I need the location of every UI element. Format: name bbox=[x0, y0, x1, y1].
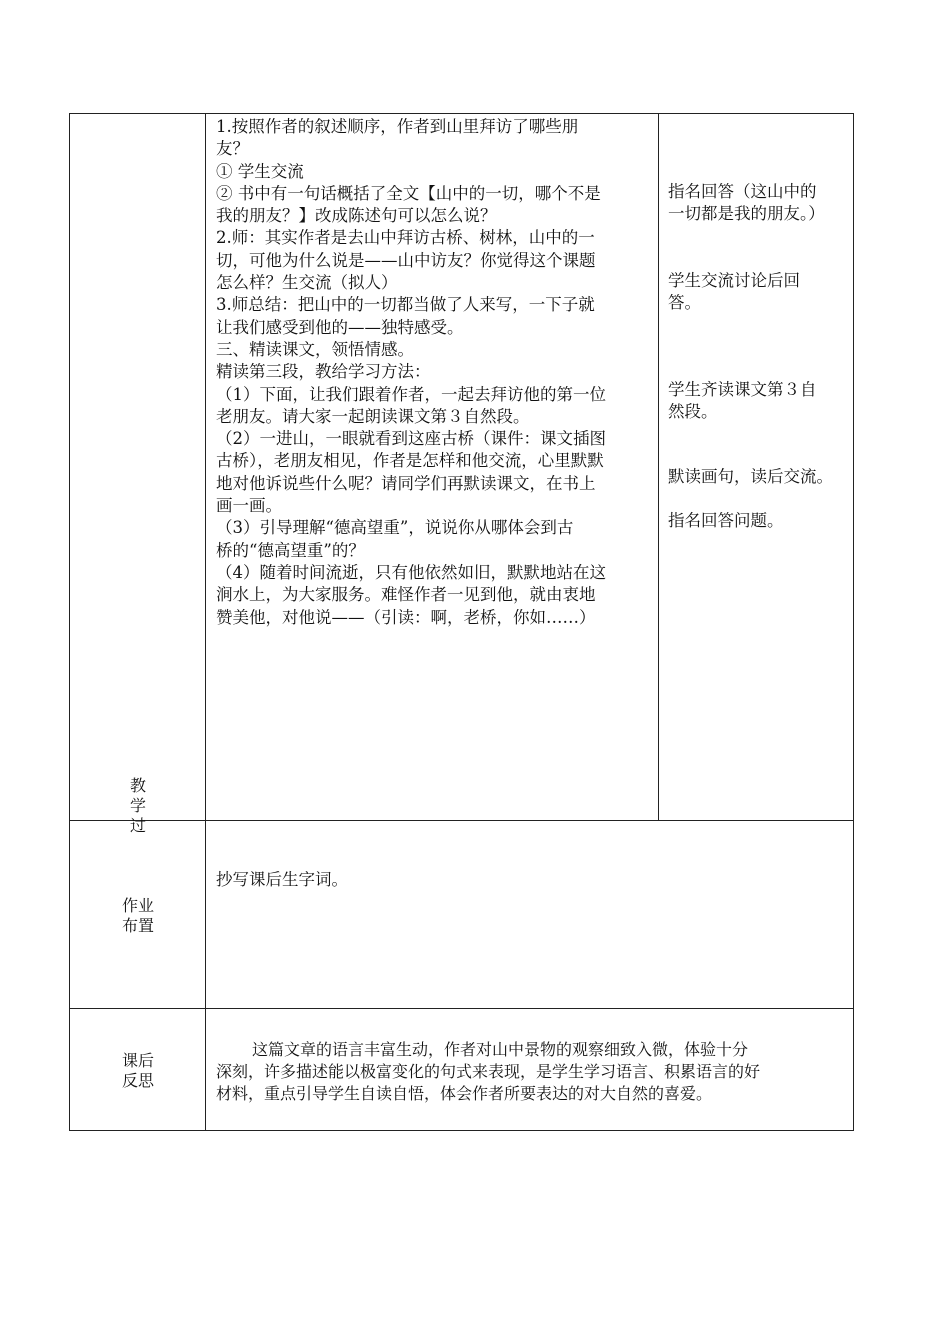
student-note-5 bbox=[668, 510, 850, 532]
content-line: （1）下面，让我们跟着作者，一起去拜访他的第一位 bbox=[216, 384, 606, 404]
content-line: （4）随着时间流逝，只有他依然如旧，默默地站在这 bbox=[216, 562, 606, 582]
note-line: 学生交流讨论后回 bbox=[668, 271, 800, 290]
content-line: 友？ bbox=[216, 139, 249, 159]
content-line: 古桥），老朋友相见，作者是怎样和他交流，心里默默 bbox=[216, 451, 604, 471]
note-line: 学生齐读课文第３自 bbox=[668, 380, 817, 399]
content-line: 3.师总结：把山中的一切都当做了人来写，一下子就 bbox=[216, 295, 595, 315]
homework-text: 抄写课后生字词。 bbox=[216, 870, 348, 889]
label-line: 反思 bbox=[121, 1071, 154, 1090]
reflection-line: 这篇文章的语言丰富生动，作者对山中景物的观察细致入微，体验十分 bbox=[252, 1040, 749, 1059]
row-divider-1 bbox=[69, 820, 854, 821]
label-char: 教 bbox=[129, 776, 146, 795]
content-line: 桥的“德高望重”的？ bbox=[216, 540, 365, 560]
student-note-2 bbox=[668, 270, 850, 314]
note-line: 默读画句，读后交流。 bbox=[668, 467, 833, 486]
content-line: 让我们感受到他的——独特感受。 bbox=[216, 317, 464, 337]
student-note-3 bbox=[668, 379, 850, 423]
homework-content bbox=[216, 869, 836, 891]
content-line: ② 书中有一句话概括了全文【山中的一切，哪个不是 bbox=[216, 183, 601, 203]
reflection-line: 材料，重点引导学生自读自悟，体会作者所要表达的对大自然的喜爱。 bbox=[216, 1084, 713, 1104]
label-column-divider bbox=[205, 113, 206, 1131]
label-line: 布置 bbox=[121, 916, 154, 935]
student-note-4 bbox=[668, 466, 852, 488]
content-line: 老朋友。请大家一起朗读课文第３自然段。 bbox=[216, 406, 530, 426]
content-line: ① 学生交流 bbox=[216, 161, 304, 181]
label-line: 课后 bbox=[121, 1051, 154, 1070]
label-line: 作业 bbox=[121, 896, 154, 915]
content-line: 涧水上，为大家服务。难怪作者一见到他，就由衷地 bbox=[216, 585, 596, 605]
content-line: 2.师：其实作者是去山中拜访古桥、树林，山中的一 bbox=[216, 228, 595, 248]
reflection-line: 深刻，许多描述能以极富变化的句式来表现，是学生学习语言、积累语言的好 bbox=[216, 1062, 761, 1082]
content-line: 怎么样？生交流（拟人） bbox=[216, 273, 398, 293]
content-line: 我的朋友？】改成陈述句可以怎么说？ bbox=[216, 206, 497, 226]
content-line: 精读第三段，教给学习方法： bbox=[216, 362, 431, 382]
teaching-process-label bbox=[128, 776, 148, 836]
content-line: （2）一进山，一眼就看到这座古桥（课件：课文插图 bbox=[216, 429, 606, 449]
content-line: 1.按照作者的叙述顺序，作者到山里拜访了哪些朋 bbox=[216, 117, 579, 136]
note-line: 指名回答问题。 bbox=[668, 511, 784, 530]
content-line: 画一画。 bbox=[216, 496, 282, 516]
student-note-1 bbox=[668, 181, 850, 225]
label-char: 学 bbox=[129, 796, 146, 815]
content-line: 三、精读课文，领悟情感。 bbox=[216, 339, 414, 359]
content-line: 切，可他为什么说是——山中访友？你觉得这个课题 bbox=[216, 250, 596, 270]
row-divider-2 bbox=[69, 1008, 854, 1009]
content-line: 赞美他，对他说——（引读：啊，老桥，你如……） bbox=[216, 607, 596, 627]
content-line: （3）引导理解“德高望重”，说说你从哪体会到古 bbox=[216, 518, 574, 538]
reflection-content bbox=[216, 1039, 850, 1106]
note-line: 答。 bbox=[668, 293, 701, 313]
student-column-divider bbox=[658, 113, 659, 821]
reflection-label bbox=[108, 1051, 168, 1091]
note-line: 然段。 bbox=[668, 402, 718, 422]
homework-label bbox=[108, 896, 168, 936]
content-line: 地对他诉说些什么呢？请同学们再默读课文，在书上 bbox=[216, 473, 596, 493]
note-line: 指名回答（这山中的 bbox=[668, 182, 817, 201]
teaching-process-content bbox=[216, 116, 656, 629]
label-char: 过 bbox=[129, 816, 146, 835]
note-line: 一切都是我的朋友。） bbox=[668, 204, 825, 224]
